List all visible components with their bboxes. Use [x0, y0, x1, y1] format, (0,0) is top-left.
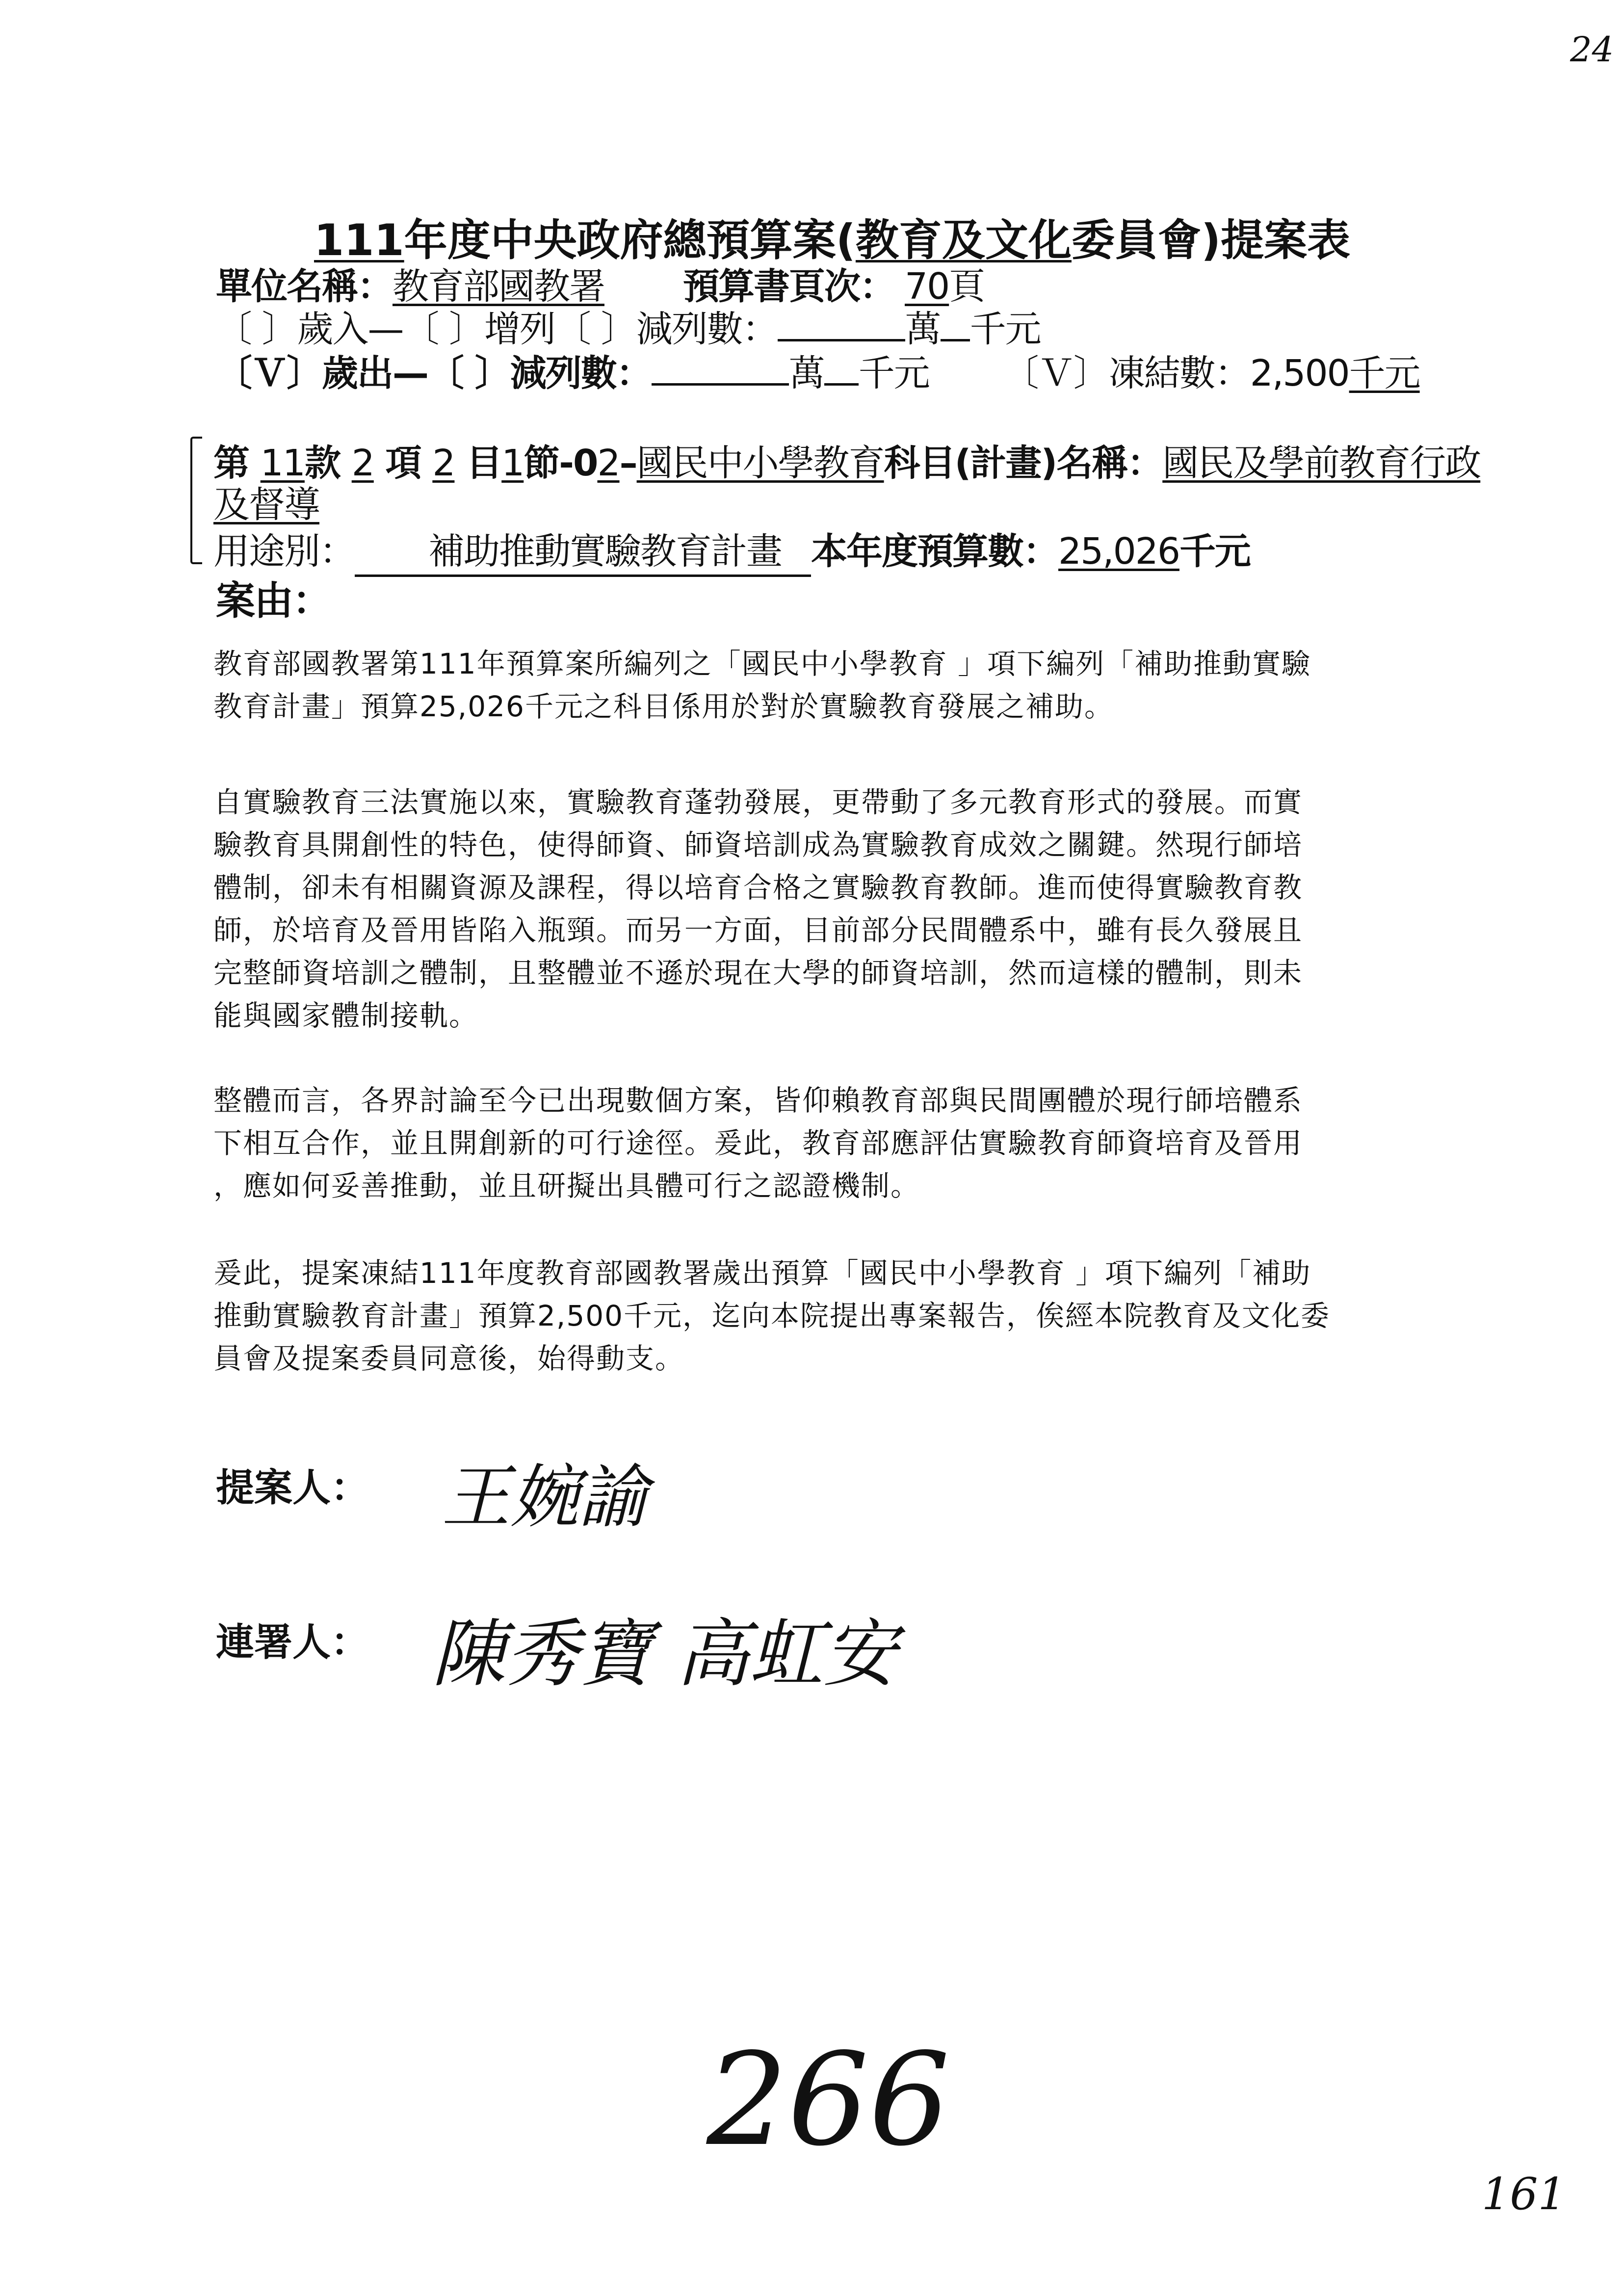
budget-value: 25,026	[1058, 530, 1179, 573]
freeze-label: 〔Ｖ〕凍結數：	[1002, 352, 1250, 394]
para-line: 推動實驗教育計畫」預算2,500千元，迄向本院提出專案報告，俟經本院教育及文化委	[213, 1299, 1331, 1332]
title-year: 111	[314, 215, 404, 265]
title-committee: 教育及文化	[855, 215, 1072, 265]
para-line: 自實驗教育三法實施以來，實驗教育蓬勃發展，更帶動了多元教育形式的發展。而實	[213, 785, 1303, 819]
page-mark-bottom-right: 161	[1482, 2168, 1566, 2220]
subject-line	[213, 434, 1480, 486]
proposer-label: 提案人：	[216, 1466, 369, 1510]
subject-text: –	[619, 442, 637, 484]
para-line: ，應如何妥善推動，並且研擬出具體可行之認證機制。	[213, 1169, 920, 1202]
cosigner-signature: 陳秀寶 高虹安	[432, 1612, 897, 1697]
unit-label: 單位名稱：	[216, 265, 393, 308]
subject-text: 科目(計畫)名稱：	[884, 442, 1163, 484]
subject-text: 項	[373, 442, 433, 484]
unit-value: 教育部國教署	[393, 265, 604, 308]
usage-label: 用途別：	[213, 530, 355, 573]
paragraph-4	[213, 1252, 1330, 1380]
para-line: 能與國家體制接軌。	[213, 999, 479, 1032]
cosigner-label: 連署人：	[216, 1620, 369, 1665]
para-line: 教育計畫」預算25,026千元之科目係用於對於實驗教育發展之補助。	[213, 690, 1114, 723]
subject-text: 款	[304, 442, 352, 484]
expense-qian: 千元	[858, 352, 929, 394]
freeze-value: 2,500	[1250, 352, 1349, 394]
page-mark-top-right: 24	[1570, 29, 1614, 70]
para-line: 體制，卻未有相關資源及課程，得以培育合格之實驗教育教師。進而使得實驗教育教	[213, 871, 1303, 904]
expense-text: 〔Ｖ〕歲出—〔 〕減列數：	[216, 352, 652, 394]
revenue-qian: 千元	[969, 308, 1041, 350]
para-line: 驗教育具開創性的特色，使得師資、師資培訓成為實驗教育成效之關鍵。然現行師培	[213, 828, 1303, 861]
expense-line	[216, 344, 1420, 396]
page-label: 預算書頁次：	[683, 265, 895, 308]
usage-line	[213, 522, 1250, 577]
subject-mu: 2	[432, 442, 455, 484]
subject-name: 國民及學前教育行政	[1162, 442, 1481, 484]
para-line: 完整師資培訓之體制，且整體並不遜於現在大學的師資培訓，然而這樣的體制，則未	[213, 956, 1303, 990]
reason-label: 案由：	[216, 578, 331, 624]
usage-value: 補助推動實驗教育計畫	[355, 522, 811, 577]
title-part2: 委員會)提案表	[1071, 215, 1351, 265]
subject-code: 2	[597, 442, 620, 484]
handwritten-page-number: 266	[707, 2026, 950, 2174]
subject-xiang: 2	[351, 442, 374, 484]
subject-jie: 1	[501, 442, 524, 484]
page-unit: 頁	[949, 265, 985, 308]
freeze-unit: 千元	[1349, 352, 1420, 394]
para-line: 師，於培育及晉用皆陷入瓶頸。而另一方面，目前部分民間體系中，雖有長久發展且	[213, 913, 1303, 947]
revenue-wan: 萬	[905, 308, 941, 350]
title-part1: 年度中央政府總預算案(	[404, 215, 856, 265]
paragraph-3	[213, 1079, 1303, 1207]
subject-text: 目	[454, 442, 502, 484]
expense-wan: 萬	[788, 352, 824, 394]
para-line: 教育部國教署第111年預算案所編列之「國民中小學教育 」項下編列「補助推動實驗	[213, 647, 1311, 680]
budget-label: 本年度預算數：	[811, 530, 1058, 573]
proposer-signature: 王婉諭	[442, 1458, 648, 1538]
bracket-line	[190, 437, 202, 564]
subject-text: 節-0	[524, 442, 598, 484]
paragraph-1	[213, 643, 1311, 728]
para-line: 整體而言，各界討論至今已出現數個方案，皆仰賴教育部與民間團體於現行師培體系	[213, 1084, 1303, 1117]
para-line: 爰此，提案凍結111年度教育部國教署歲出預算「國民中小學教育 」項下編列「補助	[213, 1256, 1311, 1290]
para-line: 下相互合作，並且開創新的可行途徑。爰此，教育部應評估實驗教育師資培育及晉用	[213, 1126, 1303, 1160]
subject-text: 第	[213, 442, 261, 484]
budget-unit: 千元	[1179, 530, 1250, 573]
subject-kuan: 11	[260, 442, 305, 484]
page-value: 70	[905, 265, 949, 308]
subject-name-cont: 及督導	[213, 484, 319, 526]
para-line: 員會及提案委員同意後，始得動支。	[213, 1342, 685, 1375]
subject-program: 國民中小學教育	[636, 442, 884, 484]
paragraph-2	[213, 781, 1303, 1037]
revenue-text: 〔 〕歲入—〔 〕增列〔 〕減列數：	[216, 308, 778, 350]
